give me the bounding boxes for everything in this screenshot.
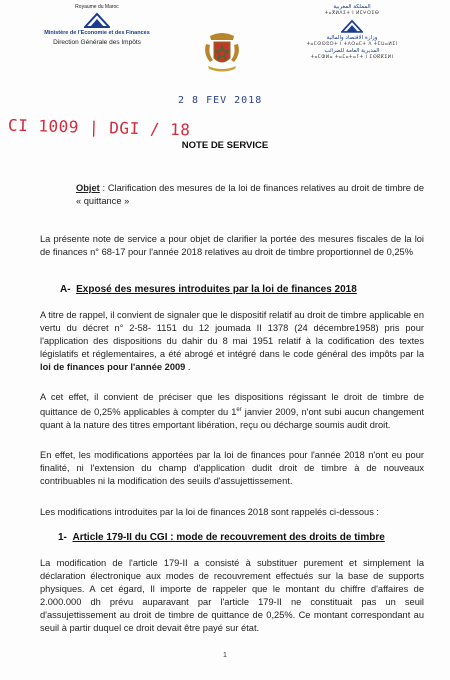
- section-a-prefix: A-: [60, 284, 71, 295]
- ministry-logo-right: [282, 19, 422, 33]
- page-number: 1: [223, 652, 227, 659]
- header-left: [22, 4, 172, 47]
- reference-number: CI 1009 | DGI / 18: [7, 115, 191, 140]
- subject-paragraph: [76, 182, 424, 208]
- arabic-directorate: المديرية العامة للضرائب: [324, 48, 380, 54]
- section-1-heading: [58, 532, 385, 543]
- coat-of-arms-icon: [200, 30, 244, 74]
- intro-paragraph: La présente note de service a pour objet de clarifier la portée des mesures fiscales de la loi de finances n° 68-17 pour l'année 2018 relatives au droit de timbre proportionnel de 0,25%: [40, 234, 424, 257]
- ministry-emblem-icon: [84, 12, 110, 28]
- document-title: NOTE DE SERVICE: [181, 140, 269, 151]
- tifinagh-kingdom: ⵜⴰⴳⵍⴷⵉⵜ ⵏ ⵍⵎⵖⵔⵉⴱ: [324, 11, 380, 16]
- ministry-logo: [22, 12, 172, 28]
- paragraph-4: Les modifications introduites par la loi de finances 2018 sont rappelés ci-dessous :: [40, 507, 380, 517]
- kingdom-label: Royaume du Maroc: [75, 4, 119, 10]
- subject-label: Objet: [76, 183, 100, 193]
- section-a-heading: [60, 284, 357, 295]
- paragraph-2-sup: er: [236, 407, 242, 413]
- paragraph-1-end: .: [187, 362, 191, 372]
- paragraph-2-after: janvier 2009, n'ont subi aucun changement quant à la nature des titres emportant libération, reçu ou décharge soumis audit droit.: [40, 407, 425, 431]
- paragraph-1-bold: loi de finances pour l'année 2009: [40, 362, 188, 372]
- header-right: [282, 4, 422, 61]
- paragraph-2: [40, 391, 424, 432]
- paragraph-2-before: A cet effet, il convient de préciser que les dispositions régissant le droit de timbre de quittance de 0,25% applicables à compter du 1: [40, 392, 424, 418]
- arabic-kingdom: المملكة المغربية: [333, 4, 371, 10]
- ministry-name: Ministère de l'Economie et des Finances: [44, 30, 150, 36]
- arabic-ministry: وزارة الاقتصاد والمالية: [326, 35, 378, 41]
- directorate-name: Direction Générale des Impôts: [53, 39, 141, 46]
- paragraph-5: La modification de l'article 179-II a consisté à substituer purement et simplement la déclaration électronique aux modes de recouvrement effectués sur la base de supports physiques. A cet égard, Il importe de rappeler que le montant du chiffre d'affaires de 2.000.000 dh prévu auparavant par l'article 179-II ne constituait pas un seuil d'assujettissement au droit de timbre de quittance de 0,25%. Ce montant correspondant au seuil à partir duquel ce droit devait être payé sur état.: [40, 558, 424, 633]
- date-stamp: 2 8 FEV 2018: [178, 95, 263, 106]
- section-a-title: Exposé des mesures introduites par la loi de finances 2018: [76, 284, 357, 295]
- paragraph-1-text: A titre de rappel, il convient de signaler que le dispositif relatif au droit de timbre applicable en vertu du décret n° 2-58- 1151 du 12 joumada II 1378 (24 décembre1958) pris pour l'application des dispositions du dahir du 8 mai 1951 relatif à la codification des textes législatifs et réglementaires, a été abrogé et intégré dans le code général des impôts par la: [40, 310, 424, 359]
- subject-separator: :: [99, 183, 108, 193]
- paragraph-1: [40, 309, 424, 374]
- section-1-prefix: 1-: [58, 532, 67, 543]
- tifinagh-directorate: ⵜⴰⵎⵀⵍⴰ ⵜⴰⵎⴰⵜⴰⵢⵜ ⵏ ⵉⵙⴽⴽⵉⵍⵏ: [310, 55, 394, 60]
- tifinagh-ministry: ⵜⴰⵎⵙⵙⵓⵔⵜ ⵏ ⵜⴷⵔⴰⵎⵜ ⴷ ⵜⵎⵡⴰⵍⵉⵏ: [306, 42, 398, 47]
- subject-text: Clarification des mesures de la loi de finances relatives au droit de timbre de « quittance »: [76, 183, 424, 206]
- paragraph-3: En effet, les modifications apportées par la loi de finances pour l'année 2018 n'ont eu pour finalité, ni l'extension du champ d'application dudit droit de timbre à de nouveaux contribuables ni la modification des seuils d'assujettissement.: [40, 450, 424, 486]
- section-1-title: Article 179-II du CGI : mode de recouvrement des droits de timbre: [72, 532, 385, 543]
- ministry-emblem-icon: [341, 19, 363, 33]
